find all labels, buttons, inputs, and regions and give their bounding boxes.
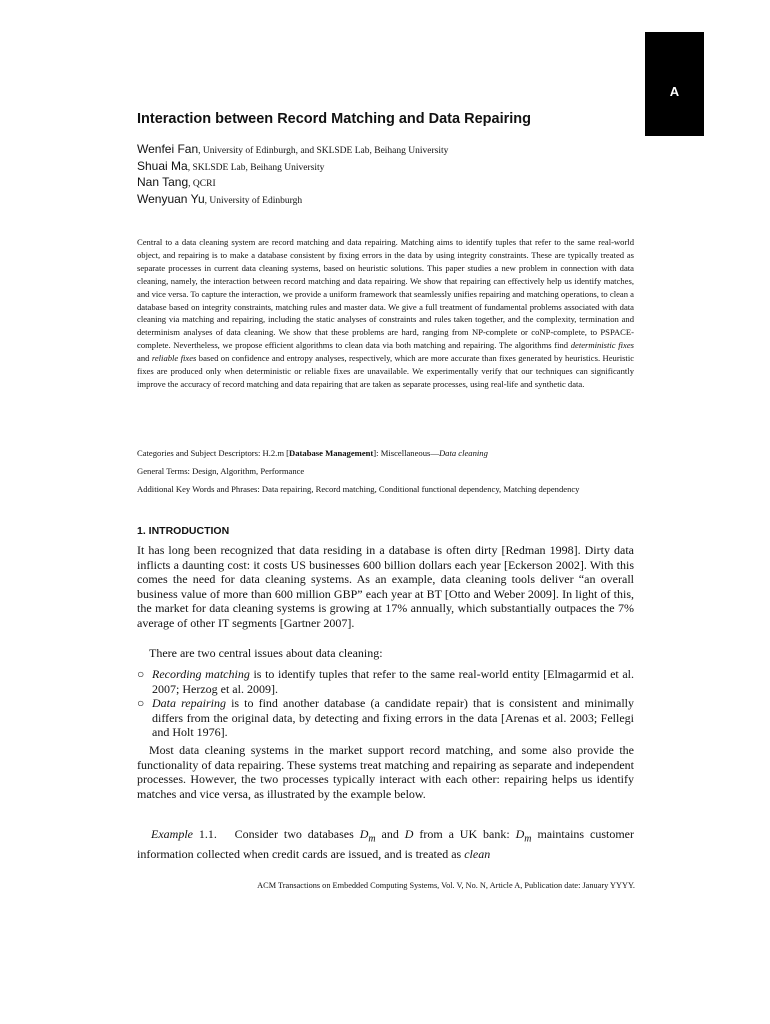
paper-title: Interaction between Record Matching and Data Repairing [137,111,531,127]
math-symbol: D [359,827,369,841]
abstract [137,236,634,391]
categories-descriptors [137,447,634,460]
example-text: maintains customer information collected when credit cards are issued, and is treated as [137,827,634,861]
general-terms: General Terms: Design, Algorithm, Performance [137,466,305,476]
abstract-emphasis: deterministic fixes [570,340,634,351]
math-subscript: m [524,833,532,845]
list-item-text: is to identify tuples that refer to the same real-world entity [Elmagarmid et al. 2007; Herzog et al. 2009]. [152,667,635,696]
bullet-marker: ○ [137,696,145,711]
math-symbol: D [404,827,414,841]
abstract-text: and [137,353,152,364]
categories-emphasis: Data cleaning [438,448,488,458]
author-name: Wenfei Fan [137,142,199,156]
math-subscript: m [368,833,376,845]
intro-paragraph-1: It has long been recognized that data residing in a database is often dirty [Redman 1998]. Dirty data inflicts a daunting cost: it costs US businesses 600 billion dollars each year [Eckerson 2002]. With this comes the need for data cleaning systems. As an example, data cleaning tools deliver “an overall business value of more than 600 million GBP” each year at BT [Otto and Weber 2009]. In light of this, the market for data cleaning systems is growing at 17% annually, which substantially outpaces the 7% average of other IT segments [Gartner 2007]. [137,543,634,630]
math-symbol: D [515,827,525,841]
list-item-term: Recording matching [152,667,250,681]
abstract-text: based on confidence and entropy analyses, respectively, which are more accurate than fixes generated by heuristics. Heuristic fixes are produced only when deterministic or reliable fixes are unavailable. We experimentally verify that our techniques can significantly improve the accuracy of record matching and data repairing that are taken as separate processes, using real-life and synthetic data. [137,353,635,389]
list-item-text: is to find another database (a candidate repair) that is consistent and minimally differs from the original data, by detecting and fixing errors in the data [Arenas et al. 2003; Fellegi and Holt 1976]. [152,696,634,740]
example-number: 1.1. [192,827,217,841]
author-entry [137,192,607,209]
list-item [137,667,634,696]
author-affiliation: , SKLSDE Lab, Beihang University [187,162,325,173]
author-name: Nan Tang [137,175,189,189]
author-list [137,142,607,208]
categories-prefix: Categories and Subject Descriptors: H.2.m [ [137,448,290,458]
article-label-letter: A [669,84,680,99]
example-text: Consider two databases [216,827,360,841]
issue-list [137,667,634,740]
example-paragraph [137,827,634,862]
author-affiliation: , University of Edinburgh [204,195,303,206]
bullet-marker: ○ [137,667,145,681]
section-heading: 1. INTRODUCTION [137,525,230,537]
list-item [137,696,634,740]
author-entry [137,142,607,159]
author-entry [137,175,607,192]
list-item-term: Data repairing [152,696,226,711]
author-name: Wenyuan Yu [137,191,205,206]
author-affiliation: , University of Edinburgh, and SKLSDE Lab, Beihang University [198,146,449,156]
intro-paragraph-3: Most data cleaning systems in the market support record matching, and some also provide the functionality of data repairing. These systems treat matching and repairing as separate and independent processes. However, the two processes typically interact with each other: repairing helps us identify matches and vice versa, as illustrated by the example below. [137,743,634,801]
abstract-text: Central to a data cleaning system are record matching and data repairing. Matching aims to identify tuples that refer to the same real-world object, and repairing is to make a database consistent by fixing errors in the data by using integrity constraints. These are typically treated as separate processes in current data cleaning systems, based on heuristic solutions. This paper studies a new problem in connection with data cleaning, namely, the interaction between record matching and data repairing. We show that repairing can effectively help us identify matches, and vice versa. To capture the interaction, we provide a uniform framework that seamlessly unifies repairing and matching operations, to clean a database based on integrity constraints, matching rules and master data. We give a full treatment of fundamental problems associated with data cleaning via matching and repairing, including the static analyses of constraints and rules taken together, and the complexity, termination and determinism analyses of data cleaning. We show that these problems are hard, ranging from NP-complete or coNP-complete, to PSPACE-complete. Nevertheless, we propose efficient algorithms to clean data via both matching and repairing. The algorithms find [137,237,634,351]
journal-footer: ACM Transactions on Embedded Computing Systems, Vol. V, No. N, Article A, Publication date: January YYYY. [257,881,635,890]
example-text: from a UK bank: [413,827,516,841]
article-label-tab [645,32,704,136]
author-affiliation: , QCRI [188,179,216,189]
example-label: Example [151,827,193,841]
intro-paragraph-2: There are two central issues about data cleaning: [149,646,383,660]
example-emphasis: clean [464,846,491,861]
example-text: and [375,827,405,841]
author-entry [137,159,607,176]
categories-mid: ]: Miscellaneous— [373,448,439,458]
categories-bold: Database Management [289,448,374,458]
keywords: Additional Key Words and Phrases: Data repairing, Record matching, Conditional functional dependency, Matching dependency [137,484,580,494]
abstract-emphasis: reliable fixes [151,353,197,364]
author-name: Shuai Ma [137,158,188,173]
